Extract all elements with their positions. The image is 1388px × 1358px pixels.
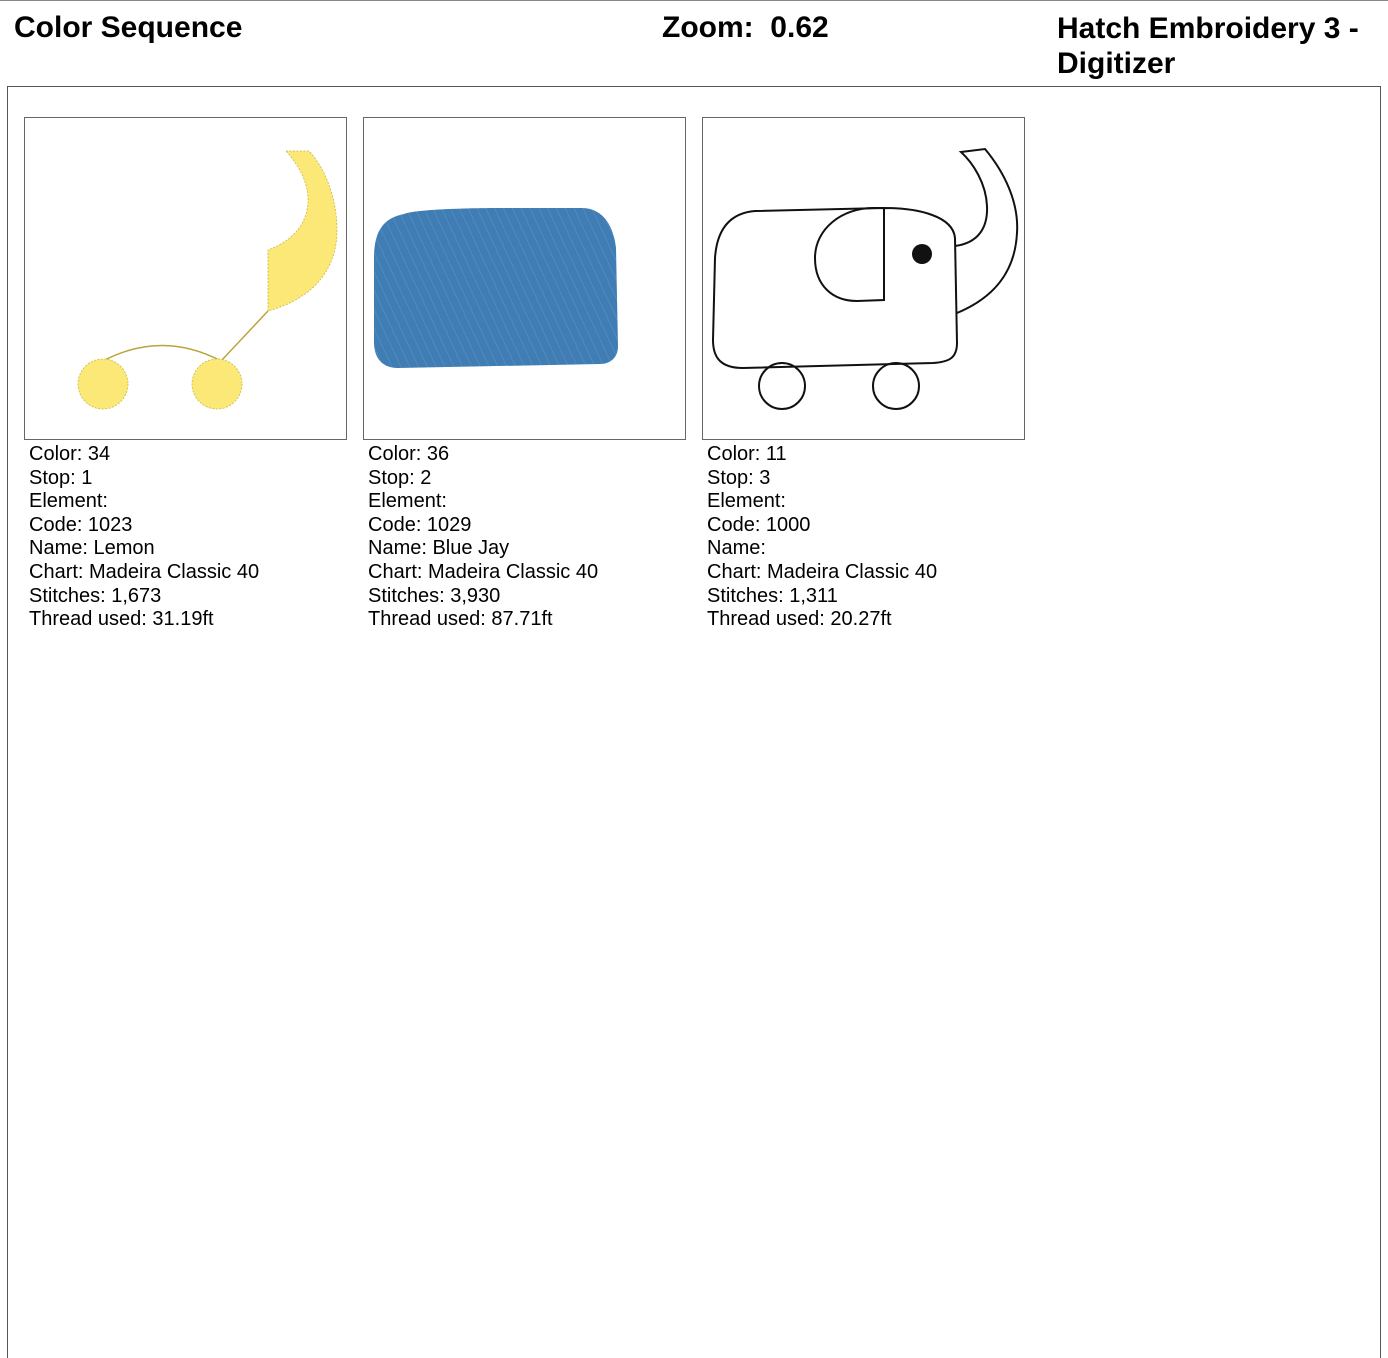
thread-name: Name: Blue Jay xyxy=(368,537,510,560)
stop-number: Stop: 2 xyxy=(368,466,432,489)
stop-2-preview xyxy=(363,117,686,440)
thread-name: Name: Lemon xyxy=(29,537,155,560)
hood-shape xyxy=(268,151,337,311)
thread-chart: Chart: Madeira Classic 40 xyxy=(29,560,260,583)
element-label: Element: xyxy=(707,490,786,513)
stitch-count: Stitches: 1,673 xyxy=(29,584,162,607)
elephant-ear xyxy=(815,208,884,301)
zoom-level: Zoom: 0.62 xyxy=(662,11,829,44)
color-stop-card-3 xyxy=(702,117,1026,632)
axle-arc xyxy=(103,346,221,362)
element-label: Element: xyxy=(368,490,447,513)
thread-code: Code: 1029 xyxy=(368,513,472,536)
thread-used: Thread used: 20.27ft xyxy=(707,608,892,631)
thread-used: Thread used: 31.19ft xyxy=(29,608,214,631)
thread-chart: Chart: Madeira Classic 40 xyxy=(707,560,938,583)
elephant-eye xyxy=(912,244,932,264)
app-name: Hatch Embroidery 3 - Digitizer xyxy=(1057,12,1359,80)
color-number: Color: 11 xyxy=(707,443,787,465)
elephant-body xyxy=(713,208,957,368)
wheel-left xyxy=(759,363,805,409)
wheel-left xyxy=(78,359,128,409)
color-number: Color: 34 xyxy=(29,443,111,465)
thread-code: Code: 1000 xyxy=(707,513,811,536)
element-label: Element: xyxy=(29,490,108,513)
blue-jay-stitch-preview xyxy=(364,118,686,440)
stop-number: Stop: 3 xyxy=(707,466,771,489)
wheel-right xyxy=(873,363,919,409)
stitch-count: Stitches: 3,930 xyxy=(368,584,501,607)
fill-stitch-texture xyxy=(374,208,618,368)
stop-number: Stop: 1 xyxy=(29,466,93,489)
stitch-count: Stitches: 1,311 xyxy=(707,584,838,607)
thread-used: Thread used: 87.71ft xyxy=(368,608,553,631)
page-title: Color Sequence xyxy=(14,11,243,44)
stop-1-preview xyxy=(24,117,347,440)
color-stop-card-2 xyxy=(363,117,687,632)
stop-1-details xyxy=(24,440,348,632)
wheel-right xyxy=(192,359,242,409)
handle-line xyxy=(221,311,268,361)
thread-code: Code: 1023 xyxy=(29,513,133,536)
lemon-stitch-preview xyxy=(25,118,347,440)
stop-3-details xyxy=(702,440,1026,632)
color-stop-card-1 xyxy=(24,117,348,632)
color-number: Color: 36 xyxy=(368,443,450,465)
thread-name: Name: xyxy=(707,537,766,560)
stop-2-details xyxy=(363,440,687,632)
thread-chart: Chart: Madeira Classic 40 xyxy=(368,560,599,583)
elephant-trunk xyxy=(955,149,1017,313)
stop-3-preview xyxy=(702,117,1025,440)
elephant-outline-preview xyxy=(703,118,1025,440)
